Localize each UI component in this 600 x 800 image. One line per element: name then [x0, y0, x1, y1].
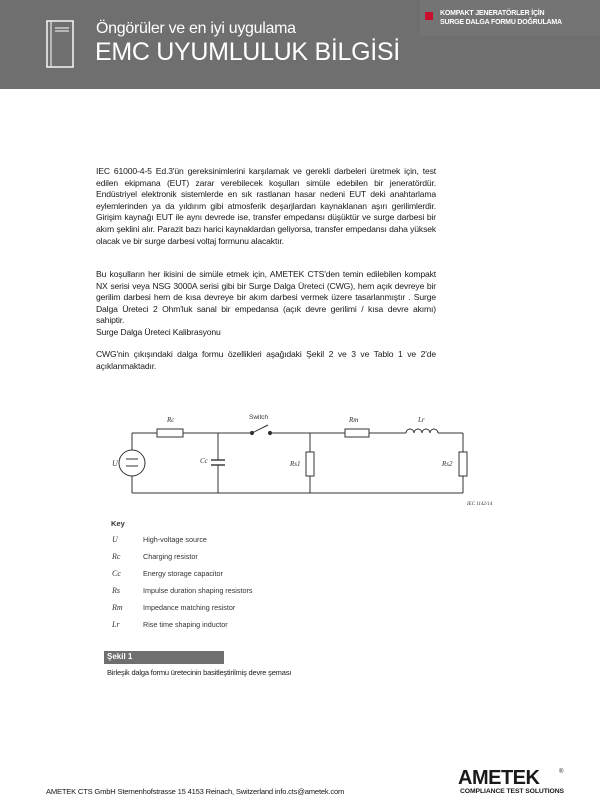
- key-symbol: Cc: [112, 569, 121, 578]
- rs2-resistor: [459, 452, 467, 476]
- label-rs2: Rs2: [442, 460, 453, 468]
- logo-subtitle: COMPLIANCE TEST SOLUTIONS: [460, 788, 564, 795]
- figure-number: Şekil 1: [107, 652, 133, 661]
- label-cc: Cc: [200, 457, 208, 465]
- key-description: Impedance matching resistor: [143, 603, 236, 612]
- key-description: Energy storage capacitor: [143, 569, 223, 578]
- figure-caption: Birleşik dalga formu üretecinin basitleştirilmiş devre şeması: [107, 668, 292, 677]
- footer-address: AMETEK CTS GmbH Sternenhofstrasse 15 4153 Reinach, Switzerland info.cts@ametek.com: [46, 787, 345, 796]
- key-title: Key: [111, 519, 125, 528]
- label-switch: Switch: [249, 414, 269, 421]
- rc-resistor: [157, 429, 183, 437]
- switch-lever: [252, 425, 268, 433]
- figure-key: [111, 519, 371, 637]
- calibration-heading: Surge Dalga Üreteci Kalibrasyonu: [96, 326, 221, 337]
- page-title: EMC UYUMLULUK BİLGİSİ: [95, 38, 400, 66]
- logo-registered-mark: ®: [559, 769, 564, 775]
- key-description: Charging resistor: [143, 552, 198, 561]
- header-band: [0, 0, 600, 89]
- label-lr: Lr: [418, 416, 425, 424]
- header-tag-line2: SURGE DALGA FORMU DOĞRULAMA: [440, 19, 562, 26]
- key-row: [111, 569, 371, 586]
- key-row: [111, 586, 371, 603]
- key-symbol: Rc: [112, 552, 121, 561]
- ametek-logo: [458, 767, 568, 797]
- book-icon: [46, 20, 74, 68]
- label-iec-ref: IEC 1142/14: [467, 502, 493, 507]
- label-u: U: [112, 459, 118, 468]
- intro-paragraph: IEC 61000-4-5 Ed.3'ün gereksinimlerini karşılamak ve gerekli darbeleri üretmek için, test edilen ekipmana (EUT) zarar verebilecek koşulları simüle edebilen bir jeneratördür. Endüstriyel elektronik sistemlerde en sık rastlanan hasar nedeni EUT deki anahtarlama eylemlerinden ya da yıldırım gibi atmosferik deşarjlardan kaynaklanan aşırı gerilimlerdir. Girişim kaynağı EUT ile aynı devrede ise, transfer empedansı düşüktür ve surge darbesi bir akım şeklini alır. Parazit bazı harici kaynaklardan geliyorsa, transfer empedansı daha yüksek olacak ve bir surge darbesi voltaj formunu alacaktır.: [96, 166, 436, 246]
- label-rm: Rm: [349, 416, 359, 424]
- key-symbol: Lr: [112, 620, 120, 629]
- lr-inductor: [406, 429, 438, 433]
- rs1-resistor: [306, 452, 314, 476]
- accent-square: [425, 12, 433, 20]
- logo-wordmark: AMETEK: [458, 767, 540, 789]
- key-row: [111, 552, 371, 569]
- key-description: Impulse duration shaping resistors: [143, 586, 253, 595]
- label-rc: Rc: [167, 416, 175, 424]
- header-tag: [420, 0, 600, 36]
- key-description: Rise time shaping inductor: [143, 620, 228, 629]
- figure-number-label: [104, 651, 224, 664]
- key-row: [111, 620, 371, 637]
- key-description: High-voltage source: [143, 535, 207, 544]
- rm-resistor: [345, 429, 369, 437]
- header-tag-line1: KOMPAKT JENERATÖRLER İÇİN: [440, 10, 545, 17]
- key-row: [111, 603, 371, 620]
- key-row: [111, 535, 371, 552]
- cwg-paragraph: [96, 269, 436, 339]
- key-symbol: Rm: [112, 603, 123, 612]
- label-rs1: Rs1: [290, 460, 301, 468]
- key-symbol: U: [112, 535, 118, 544]
- key-symbol: Rs: [112, 586, 120, 595]
- waveform-paragraph: CWG'nin çıkışındaki dalga formu özellikleri aşağıdaki Şekil 2 ve 3 ve Tablo 1 ve 2'de açıklanmaktadır.: [96, 349, 436, 371]
- circuit-diagram: [105, 408, 505, 518]
- cwg-paragraph-text: Bu koşulların her ikisini de simüle etmek için, AMETEK CTS'den temin edilebilen kompakt NX serisi veya NSG 3000A serisi gibi bir Surge Dalga Üreteci (CWG), hem açık devreye bir gerilim darbesi hem de kısa devreye bir akım darbesi vermek üzere tasarlanmıştır . Surge Dalga Üreteci 2 Ohm'luk sanal bir empedansa (açık devre gerilimi / kısa devre akımı) sahiptir.: [96, 269, 436, 326]
- header-subtitle: Öngörüler ve en iyi uygulama: [96, 20, 296, 37]
- voltage-source: [119, 450, 145, 476]
